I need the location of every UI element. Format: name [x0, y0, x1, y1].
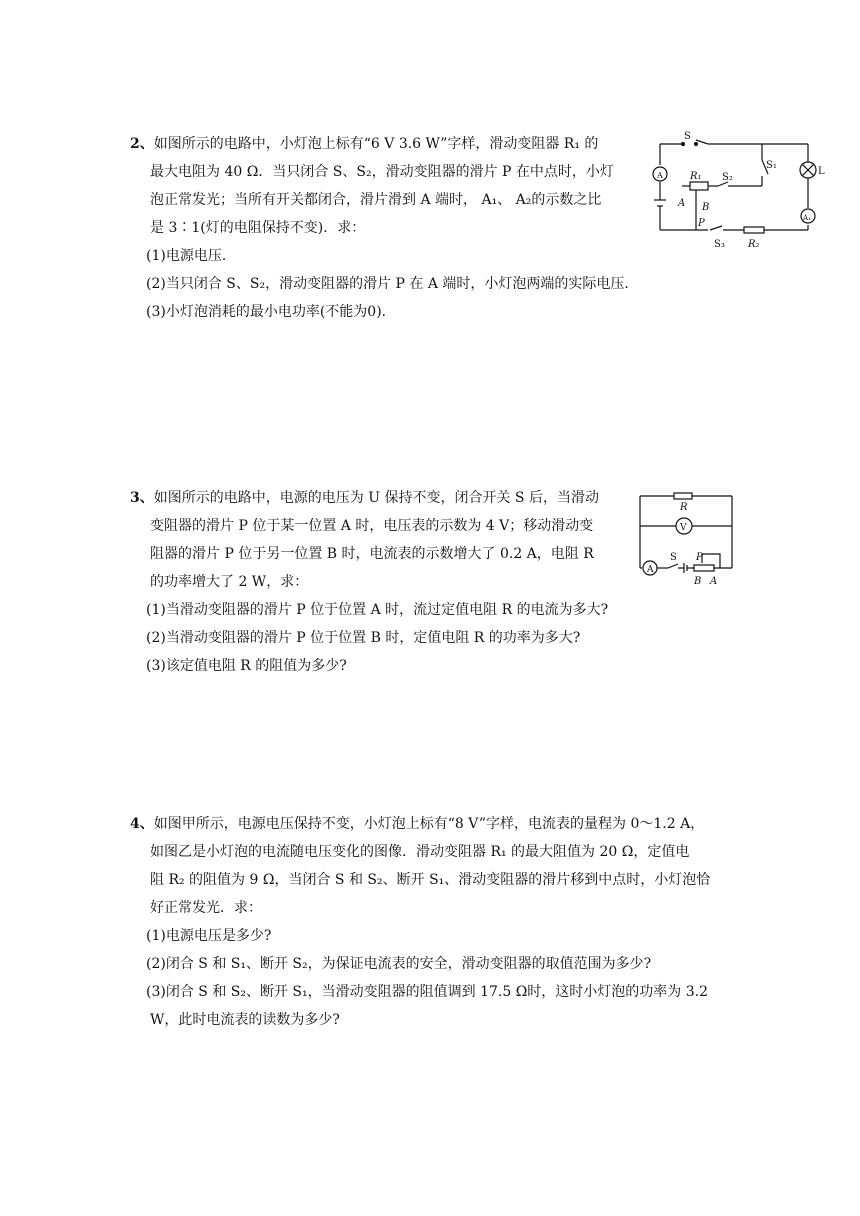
- label-r1: R₁: [690, 171, 702, 182]
- label-b: B: [702, 202, 710, 213]
- stem-line: 最大电阻为 40 Ω．当只闭合 S、S₂，滑动变阻器的滑片 P 在中点时，小灯: [150, 164, 614, 180]
- problem-4-stem: [130, 810, 742, 922]
- subquestion: (1)电源电压是多少?: [146, 928, 272, 944]
- label-s3: S₃: [714, 239, 725, 250]
- label-a: A: [678, 198, 686, 209]
- stem-line: 如图所示的电路中，电源的电压为 U 保持不变，闭合开关 S 后，当滑动: [153, 490, 599, 506]
- label-ammeter: A: [657, 171, 663, 180]
- subquestion: (3)小灯泡消耗的最小电功率(不能为0)．: [146, 304, 396, 320]
- label-s: S: [670, 552, 677, 563]
- label-ammeter: A: [647, 565, 654, 575]
- stem-line: 阻 R₂ 的阻值为 9 Ω，当闭合 S 和 S₂、断开 S₁、滑动变阻器的滑片移到中点时，小灯泡恰: [150, 872, 711, 888]
- subquestion: (2)当滑动变阻器的滑片 P 位于位置 B 时，定值电阻 R 的功率为多大?: [146, 630, 581, 646]
- label-p: P: [698, 218, 705, 229]
- stem-line: 泡正常发光；当所有开关都闭合，滑片滑到 A 端时， A₁、 A₂的示数之比: [150, 192, 602, 208]
- problem-2-stem: [130, 130, 730, 242]
- subquestion: (2)闭合 S 和 S₁、断开 S₂，为保证电流表的安全，滑动变阻器的取值范围为多少?: [146, 956, 652, 972]
- label-p: P: [696, 552, 703, 563]
- problem-number: 3、: [130, 490, 154, 506]
- stem-line: 如图乙是小灯泡的电流随电压变化的图像．滑动变阻器 R₁ 的最大阻值为 20 Ω，定值电: [150, 844, 690, 860]
- label-a: A: [710, 576, 718, 587]
- circuit-diagram-problem-3: [636, 488, 746, 588]
- problem-2: [130, 130, 730, 326]
- label-r2: R₂: [748, 239, 760, 250]
- subquestion: (1)当滑动变阻器的滑片 P 位于位置 A 时，流过定值电阻 R 的电流为多大?: [146, 602, 609, 618]
- label-r: R: [680, 502, 688, 513]
- subquestion: (3)该定值电阻 R 的阻值为多少?: [146, 658, 347, 674]
- problem-number: 2、: [130, 136, 154, 152]
- label-s: S: [684, 131, 691, 142]
- label-a2: A₁: [803, 214, 811, 222]
- label-l: L: [818, 166, 825, 177]
- label-s2: S₂: [722, 172, 733, 183]
- subquestion: (1)电源电压．: [146, 248, 236, 264]
- circuit-diagram-problem-2: [648, 130, 828, 255]
- stem-line: 阻器的滑片 P 位于另一位置 B 时，电流表的示数增大了 0.2 A，电阻 R: [150, 546, 594, 562]
- stem-line: 变阻器的滑片 P 位于某一位置 A 时，电压表的示数为 4 V；移动滑动变: [150, 518, 594, 534]
- label-s1: S₁: [766, 160, 777, 171]
- label-b: B: [694, 576, 702, 587]
- problem-number: 4、: [130, 816, 154, 832]
- subquestion-continuation: W，此时电流表的读数为多少?: [150, 1012, 340, 1028]
- subquestion: (2)当只闭合 S、S₂，滑动变阻器的滑片 P 在 A 端时，小灯泡两端的实际电压．: [146, 276, 639, 292]
- stem-line: 如图甲所示，电源电压保持不变，小灯泡上标有“8 V”字样，电流表的量程为 0～1.2 A，: [153, 816, 705, 832]
- label-v: V: [680, 523, 687, 533]
- subquestion: (3)闭合 S 和 S₂、断开 S₁，当滑动变阻器的阻值调到 17.5 Ω时，这时小灯泡的功率为 3.2: [146, 984, 709, 1000]
- problem-4: [130, 810, 742, 1034]
- stem-line: 的功率增大了 2 W，求：: [150, 574, 309, 590]
- stem-line: 是 3∶1(灯的电阻保持不变)．求：: [150, 220, 366, 236]
- stem-line: 好正常发光．求：: [150, 900, 262, 916]
- stem-line: 如图所示的电路中，小灯泡上标有“6 V 3.6 W”字样，滑动变阻器 R₁ 的: [153, 136, 599, 152]
